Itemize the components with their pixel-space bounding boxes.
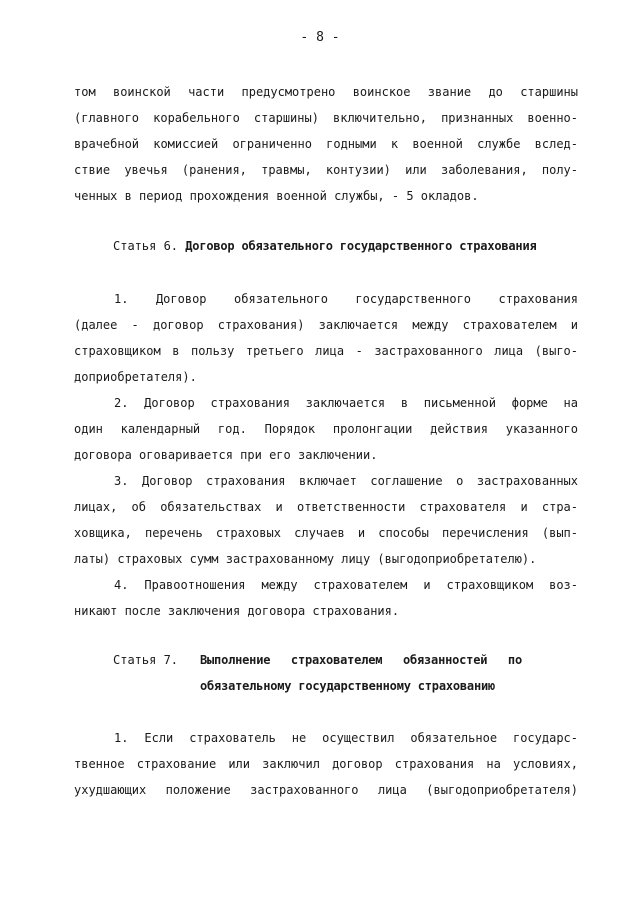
text-line: латы) страховых сумм застрахованному лицу (выгодоприобретателю). [74,552,537,566]
text-line: 2. Договор страхования заключается в письменной форме на [114,396,578,410]
text-line: доприобретателя). [74,370,197,384]
text-line: один календарный год. Порядок пролонгации действия указанного [74,422,578,436]
text-line: 4. Правоотношения между страхователем и страховщиком воз- [114,578,578,592]
text-line: твенное страхование или заключил договор страхования на условиях, [74,757,578,771]
text-line: ховщика, перечень страховых случаев и способы перечисления (вып- [74,526,578,540]
text-line: 1. Договор обязательного государственного страхования [114,292,578,306]
article-7-title-text: Выполнение страхователем обязанностей по [200,653,522,667]
text-line: ченных в период прохождения военной службы, - 5 окладов. [74,189,479,203]
text-line: 1. Если страхователь не осуществил обязательное государс- [114,731,578,745]
text-line: лицах, об обязательствах и ответственности страхователя и стра- [74,500,578,514]
text-line: страховщиком в пользу третьего лица - застрахованного лица (выго- [74,344,578,358]
article-6-label: Статья 6. [113,239,179,253]
text-line: (главного корабельного старшины) включительно, признанных военно- [74,111,578,125]
text-line: ухудшающих положение застрахованного лица (выгодоприобретателя) [74,783,578,797]
text-line: ствие увечья (ранения, травмы, контузии) или заболевания, полу- [74,163,578,177]
article-7-title-text: обязательному государственному страхованию [200,679,496,693]
text-line: врачебной комиссией ограниченно годными к военной службе вслед- [74,137,578,151]
text-line: том воинской части предусмотрено воинское звание до старшины [74,85,578,99]
article-7-title-line2 [200,677,495,695]
article-7-label: Статья 7. [113,653,179,667]
article-6-title: Договор обязательного государственного страхования [185,239,537,253]
page-number: - 8 - [300,30,340,45]
text-line: никают после заключения договора страхования. [74,604,400,618]
article-7-title-line1 [200,651,522,669]
text-line: 3. Договор страхования включает соглашение о застрахованных [114,474,578,488]
article-6-heading [113,237,537,255]
text-line: (далее - договор страхования) заключается между страхователем и [74,318,578,332]
text-line: договора оговаривается при его заключении. [74,448,378,462]
